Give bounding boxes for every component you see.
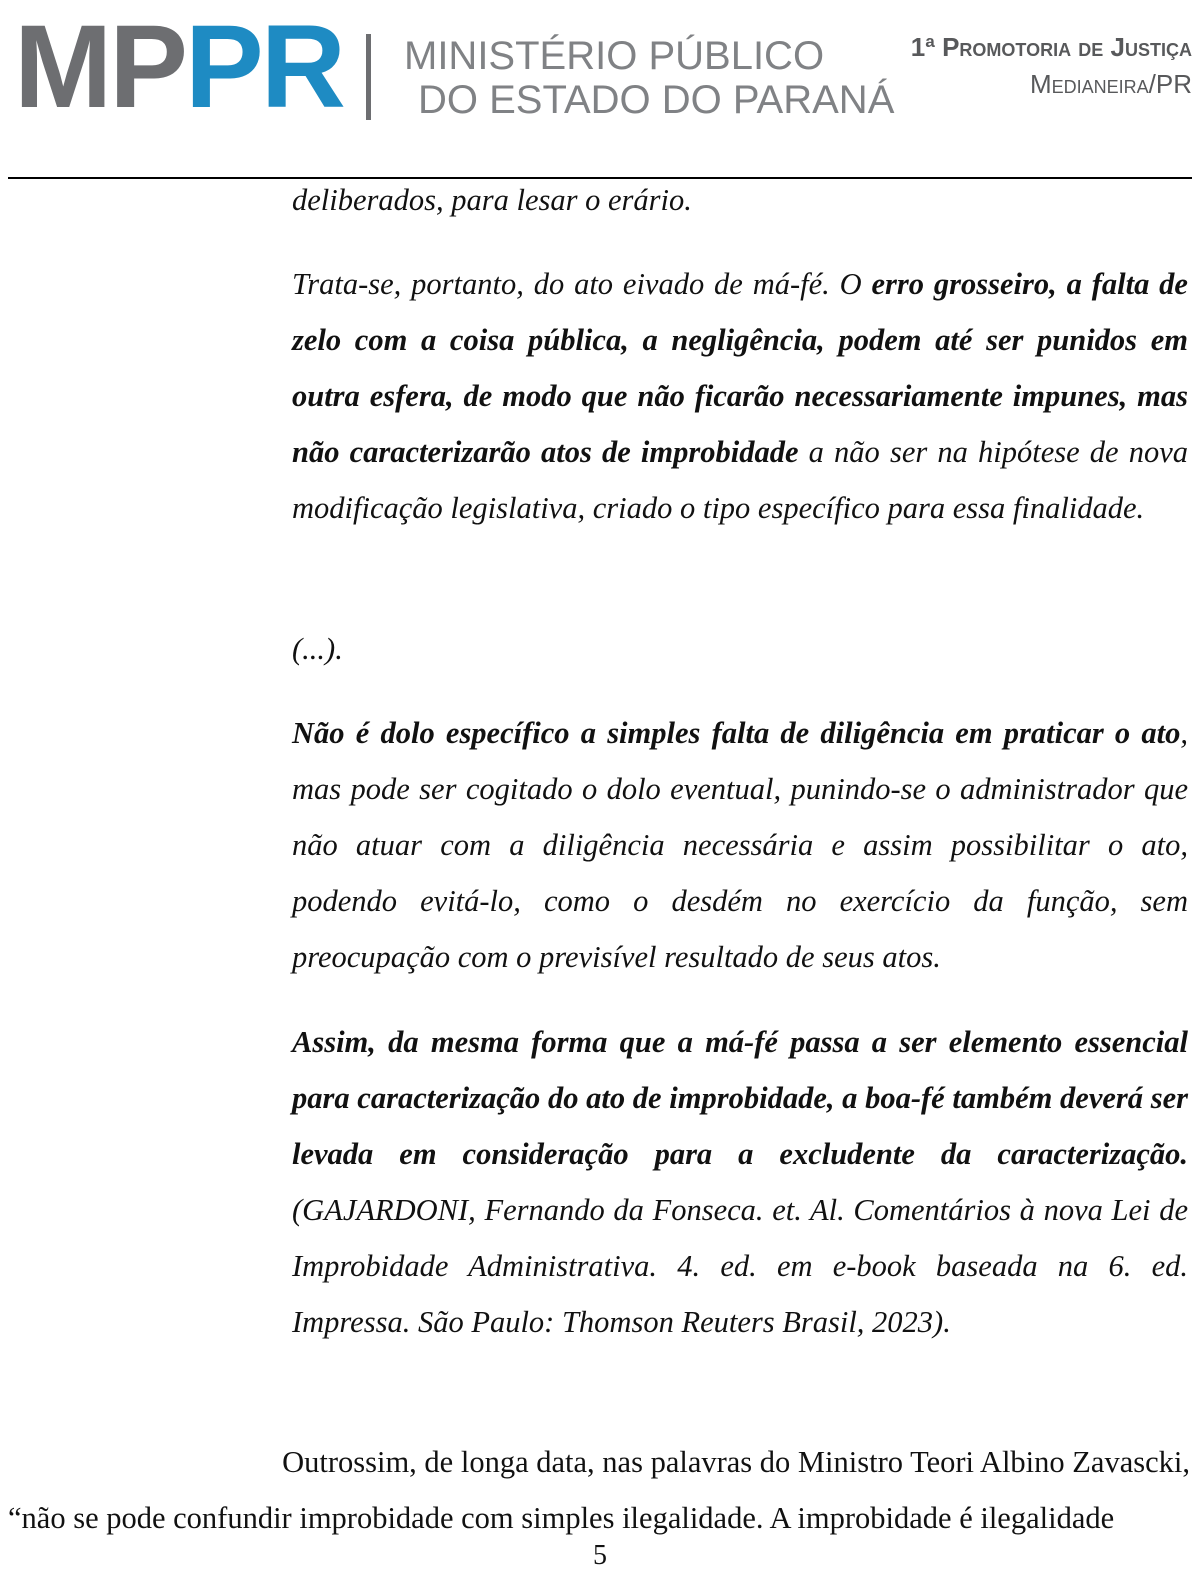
logo-institution-name xyxy=(404,34,894,122)
quote-p5-bold-1: Assim, da mesma forma que a má-fé passa a ser elemento essencial para caracterização do ato de improbidade, a boa-fé também deverá ser levada em consideração para a excludente da caracterização. xyxy=(292,1025,1188,1171)
page-number: 5 xyxy=(593,1540,607,1571)
logo-separator xyxy=(366,34,371,120)
quote-p2-bold-1: erro grosseiro, a falta de zelo com a coisa pública, a negligência, podem até ser punidos em outra esfera, de modo que não ficarão necessariamente impunes, mas não caracterizarão atos de improbidade xyxy=(292,267,1188,469)
logo-letter-p: P xyxy=(109,1,186,133)
quote-p2-text-2: a não ser na hipótese de nova modificação legislativa, criado o tipo específico para essa finalidade. xyxy=(292,435,1188,525)
body-paragraph-second-line: “não se pode confundir improbidade com simples ilegalidade. A improbidade é ilegalidade xyxy=(8,1501,1115,1535)
logo-line-2: DO ESTADO DO PARANÁ xyxy=(418,78,895,122)
quote-paragraph-2 xyxy=(292,256,1188,536)
logo-letter-m: M xyxy=(14,1,110,133)
quote-p4-text-1: , mas pode ser cogitado o dolo eventual, punindo-se o administrador que não atuar com a diligência necessária e assim possibilitar o ato, podendo evitá-lo, como o desdém no exercício da função, sem preocupação com o previsível resultado de seus atos. xyxy=(292,716,1188,974)
quote-paragraph-1: deliberados, para lesar o erário. xyxy=(292,183,692,217)
quote-p2-text-1: Trata-se, portanto, do ato eivado de má-fé. O xyxy=(292,267,872,301)
office-line-1: 1ª Promotoria de Justiça xyxy=(910,32,1192,62)
quote-p5-citation: (GAJARDONI, Fernando da Fonseca. et. Al. Comentários à nova Lei de Improbidade Administrativa. 4. ed. em e-book baseada na 6. ed. Impressa. São Paulo: Thomson Reuters Brasil, 2023). xyxy=(292,1193,1188,1339)
office-line-2: Medianeira/PR xyxy=(1029,69,1192,99)
logo-letter-p-blue: P xyxy=(185,1,261,133)
quote-paragraph-5 xyxy=(292,1014,1188,1350)
logo-mark xyxy=(14,1,343,133)
quote-p4-bold-1: Não é dolo específico a simples falta de diligência em praticar o ato xyxy=(292,716,1181,750)
quote-paragraph-ellipsis: (...). xyxy=(292,632,343,666)
office-name xyxy=(911,30,1192,104)
quote-paragraph-4 xyxy=(292,705,1188,985)
logo-letter-r: R xyxy=(260,1,343,133)
body-paragraph-first-line: Outrossim, de longa data, nas palavras do Ministro Teori Albino Zavascki, xyxy=(282,1445,1190,1479)
page-header xyxy=(0,0,1200,180)
logo-line-1: MINISTÉRIO PÚBLICO xyxy=(404,34,825,78)
